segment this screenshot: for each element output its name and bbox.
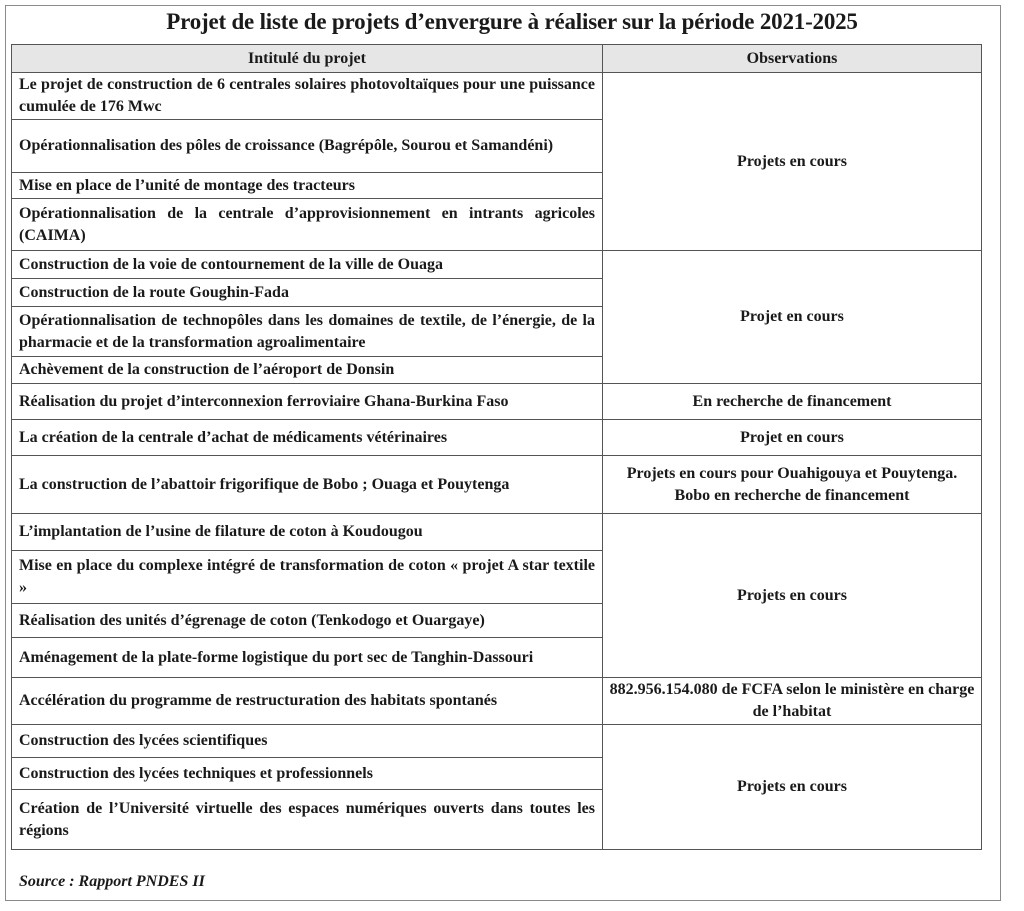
- observation-cell: Projets en cours: [603, 73, 982, 251]
- observation-cell: Projet en cours: [603, 251, 982, 384]
- project-cell: Le projet de construction de 6 centrales solaires photovoltaïques pour une puissance cumulée de 176 Mwc: [12, 73, 603, 120]
- table-row: [12, 456, 982, 514]
- projects-table: [11, 44, 982, 850]
- source-note: Source : Rapport PNDES II: [19, 873, 205, 890]
- project-cell: Accélération du programme de restructuration des habitats spontanés: [12, 678, 603, 725]
- table-row: [12, 725, 982, 758]
- table-row: [12, 678, 982, 725]
- table-row: [12, 251, 982, 279]
- project-cell: Construction des lycées techniques et professionnels: [12, 758, 603, 790]
- project-cell: Construction de la voie de contournement de la ville de Ouaga: [12, 251, 603, 279]
- table-row: [12, 73, 982, 120]
- table-row: [12, 514, 982, 551]
- page-title: Projet de liste de projets d’envergure à réaliser sur la période 2021-2025: [166, 9, 858, 34]
- project-cell: Réalisation des unités d’égrenage de coton (Tenkodogo et Ouargaye): [12, 604, 603, 638]
- table-row: [12, 384, 982, 420]
- project-cell: Réalisation du projet d’interconnexion ferroviaire Ghana-Burkina Faso: [12, 384, 603, 420]
- table-row: [12, 420, 982, 456]
- project-cell: Mise en place de l’unité de montage des tracteurs: [12, 173, 603, 199]
- project-cell: Opérationnalisation de technopôles dans les domaines de textile, de l’énergie, de la pharmacie et de la transformation agroalimentaire: [12, 307, 603, 357]
- project-cell: La construction de l’abattoir frigorifique de Bobo ; Ouaga et Pouytenga: [12, 456, 603, 514]
- header-project: Intitulé du projet: [12, 45, 603, 73]
- observation-cell: En recherche de financement: [603, 384, 982, 420]
- project-cell: La création de la centrale d’achat de médicaments vétérinaires: [12, 420, 603, 456]
- header-observations: Observations: [603, 45, 982, 73]
- project-cell: L’implantation de l’usine de filature de coton à Koudougou: [12, 514, 603, 551]
- table-header-row: [12, 45, 982, 73]
- project-cell: Achèvement de la construction de l’aéroport de Donsin: [12, 357, 603, 384]
- observation-cell: Projets en cours pour Ouahigouya et Pouytenga. Bobo en recherche de financement: [603, 456, 982, 514]
- project-cell: Construction de la route Goughin-Fada: [12, 279, 603, 307]
- observation-cell: Projets en cours: [603, 725, 982, 850]
- table-body: [12, 73, 982, 850]
- observation-cell: 882.956.154.080 de FCFA selon le ministère en charge de l’habitat: [603, 678, 982, 725]
- project-cell: Création de l’Université virtuelle des espaces numériques ouverts dans toutes les régions: [12, 790, 603, 850]
- project-cell: Opérationnalisation des pôles de croissance (Bagrépôle, Sourou et Samandéni): [12, 120, 603, 173]
- project-cell: Mise en place du complexe intégré de transformation de coton « projet A star textile »: [12, 551, 603, 604]
- project-cell: Opérationnalisation de la centrale d’approvisionnement en intrants agricoles (CAIMA): [12, 199, 603, 251]
- observation-cell: Projets en cours: [603, 514, 982, 678]
- project-cell: Construction des lycées scientifiques: [12, 725, 603, 758]
- project-cell: Aménagement de la plate-forme logistique du port sec de Tanghin-Dassouri: [12, 638, 603, 678]
- observation-cell: Projet en cours: [603, 420, 982, 456]
